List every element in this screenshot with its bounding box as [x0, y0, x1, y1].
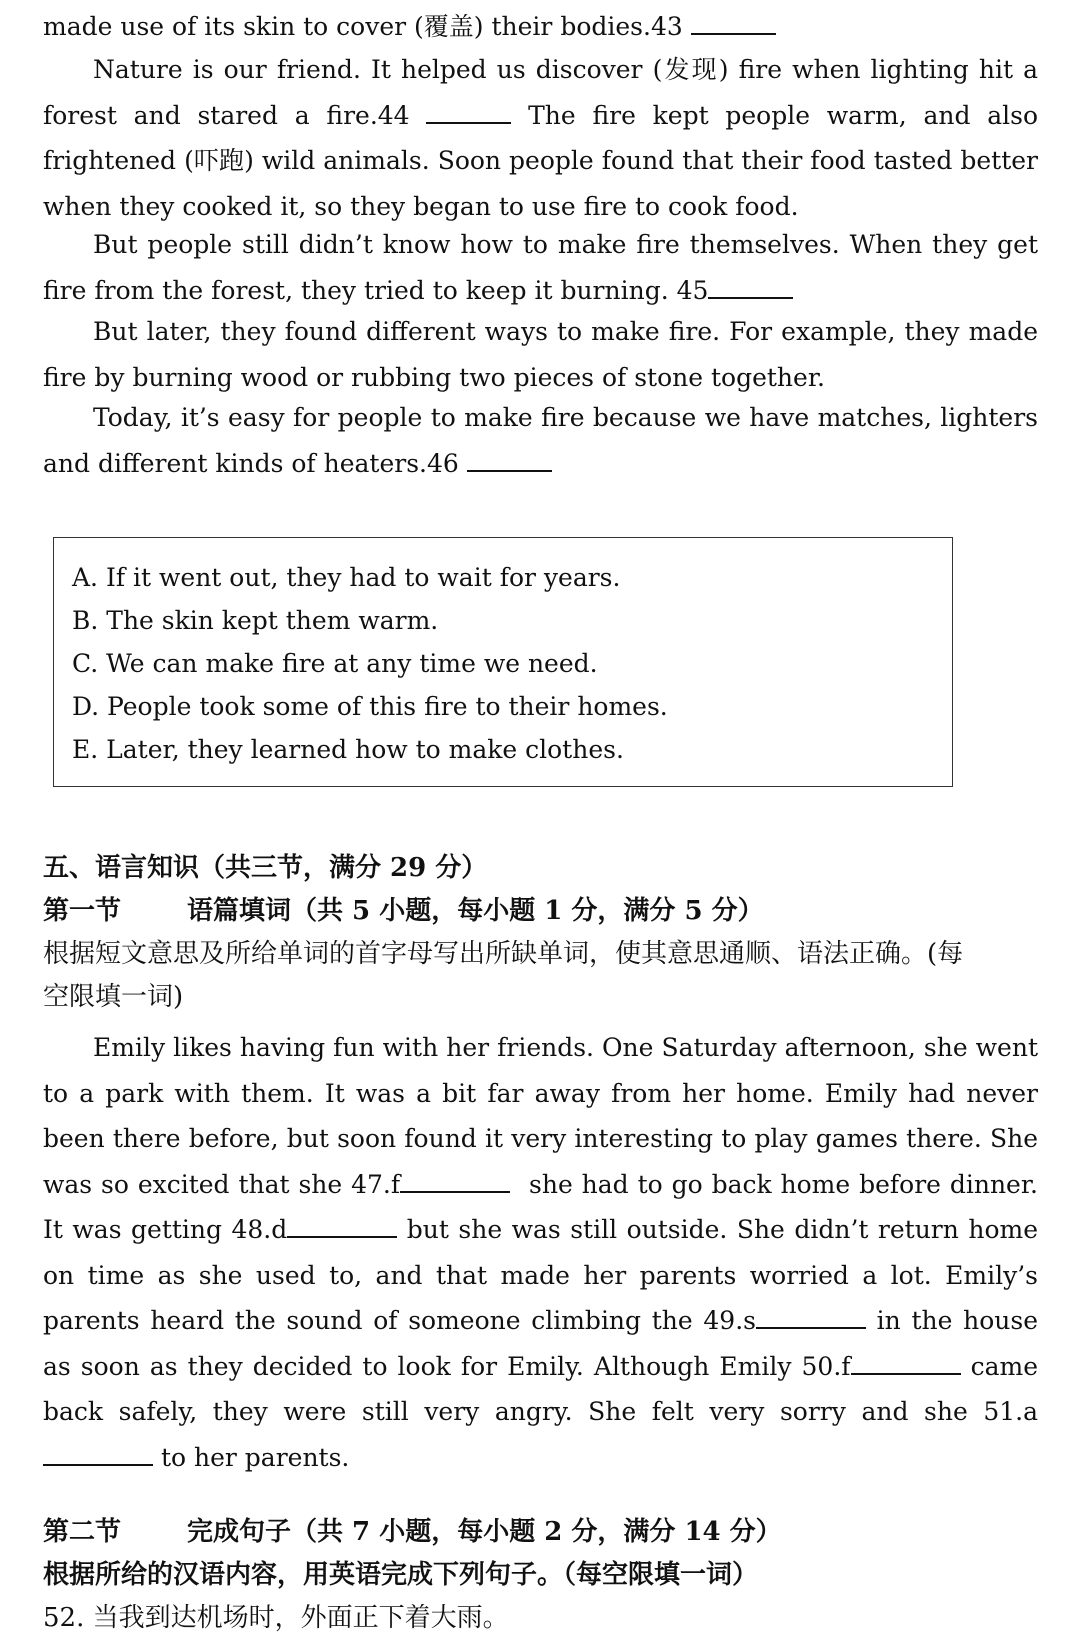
paragraph-today: Today, it’s easy for people to make fire because we have matches, lighters and different kinds of heaters.46 [43, 403, 1038, 478]
section1-instruction-line1: 根据短文意思及所给单词的首字母写出所缺单词，使其意思通顺、语法正确。(每 [43, 939, 964, 969]
option-c: C. We can make fire at any time we need. [72, 649, 598, 678]
blank-45[interactable] [708, 271, 793, 299]
question-52: 52. 当我到达机场时，外面正下着大雨。 [43, 1603, 509, 1633]
section2-heading [43, 1512, 782, 1552]
passage-line-top: made use of its skin to cover (覆盖) their bodies.43 [43, 4, 1038, 50]
section1-heading [43, 891, 764, 931]
blank-47[interactable] [400, 1165, 510, 1193]
blank-48[interactable] [287, 1210, 397, 1238]
options-box [53, 537, 953, 787]
cloze-paragraph: Emily likes having fun with her friends. One Saturday afternoon, she went to a park with them. It was a bit far away from her home. Emily had never been there before, but soon found it very interesting to play games there. She was so excited that she 47.f she had to go back home before dinner. It was getting 48.d but she was still outside. She didn’t return home on time as she used to, and that made her parents worried a lot. Emily’s parents heard the sound of someone climbing the 49.s in the house as soon as they decided to look for Emily. Although Emily 50.f came back safely, they were still very angry. She felt very sorry and she 51.a to her parents. [43, 1033, 1039, 1472]
section1-title: 语篇填词（共 5 小题，每小题 1 分，满分 5 分） [187, 896, 764, 926]
section2-instruction: 根据所给的汉语内容，用英语完成下列句子。（每空限填一词） [43, 1560, 759, 1590]
section1-label: 第一节 [43, 896, 122, 926]
blank-46[interactable] [467, 444, 552, 472]
paragraph-but-first: But people still didn’t know how to make fire themselves. When they get fire from the forest, they tried to keep it burning. 45 [43, 230, 1038, 305]
section2-title: 完成句子（共 7 小题，每小题 2 分，满分 14 分） [187, 1517, 782, 1547]
paragraph-but-later: But later, they found different ways to make fire. For example, they made fire by burning wood or rubbing two pieces of stone together. [43, 317, 1038, 392]
blank-44[interactable] [426, 96, 511, 124]
blank-50[interactable] [851, 1347, 961, 1375]
paragraph-nature: Nature is our friend. It helped us discover (发现) fire when lighting hit a forest and stared a fire.44 The fire kept people warm, and also frightened (吓跑) wild animals. Soon people found that their food tasted better when they cooked it, so they began to use fire to cook food. [43, 55, 1038, 221]
option-a: A. If it went out, they had to wait for years. [72, 563, 621, 592]
blank-51[interactable] [43, 1438, 153, 1466]
blank-43[interactable] [691, 7, 776, 35]
part5-heading: 五、语言知识（共三节，满分 29 分） [43, 853, 488, 883]
option-b: B. The skin kept them warm. [72, 606, 439, 635]
section1-instruction-line2: 空限填一词) [43, 982, 184, 1012]
section2-label: 第二节 [43, 1517, 122, 1547]
option-e: E. Later, they learned how to make clothes. [72, 735, 624, 764]
blank-49[interactable] [756, 1301, 866, 1329]
option-d: D. People took some of this fire to their homes. [72, 692, 668, 721]
